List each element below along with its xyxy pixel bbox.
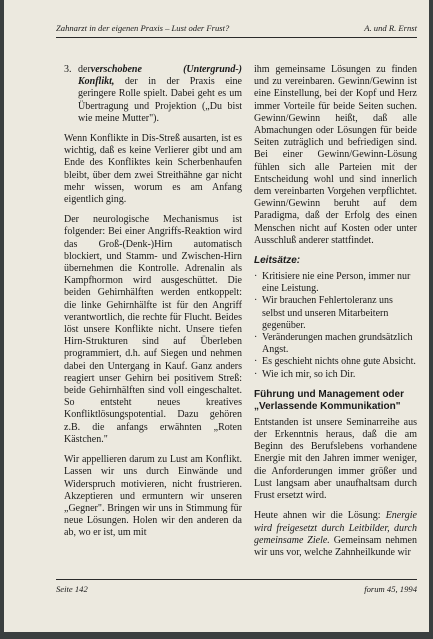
list-emphasis: verschobene (Untergrund-) Konflikt, — [78, 64, 242, 88]
paragraph: Entstanden ist unsere Seminarreihe aus der Erkenntnis heraus, daß die am Beginn des Berufslebens vorhandene Energie mit den Jahren immer weniger, die Anforderungen immer größer und Lust langsam aber unaufhaltsam durch Frust ersetzt wird. — [254, 416, 417, 502]
document-page — [4, 0, 429, 632]
list-number: 3. — [64, 64, 72, 75]
leitsaetze-list — [254, 271, 417, 381]
list-item-3 — [64, 64, 242, 125]
section-heading: Führung und Management oder „Verlassende Kommunikation" — [254, 388, 404, 412]
list-item: · Wie ich mir, so ich Dir. — [254, 368, 356, 380]
header-title: Zahnarzt in der eigenen Praxis – Lust oder Frust? — [56, 23, 230, 33]
footer-rule — [56, 579, 417, 580]
running-footer — [56, 583, 417, 595]
paragraph: Wir appellieren darum zu Lust am Konflikt. Lassen wir uns durch Einwände und Widerspruch motivieren, nicht frustrieren. Akzeptieren und ermuntern wir unseren „Gegner". Bringen wir uns in Stimmung für neue Lösungen. Holen wir den anderen da ab, wo er ist, um mit — [64, 454, 242, 539]
list-item: · Veränderungen machen grundsätzlich Angst. — [254, 332, 413, 356]
paragraph: Der neurologische Mechanismus ist folgender: Bei einer Angriffs-Reaktion wird das Groß-(Denk-)Hirn automatisch blockiert, und Stamm- und Zwischen-Hirn übernehmen die Kontrolle. Adrenalin als Kampfhormon wird ausgeschüttet. Die beiden Gehirnhälften werden entkoppelt: die linke Gehirnhälfte ist für den Angriff verantwortlich, die rechte für Flucht. Beides löst unsere Konflikte nicht. Unsere tiefen Hirn-Strukturen sind auf Überleben programmiert, d.h. auf Siegen und nehmen dabei den Untergang in Kauf. Ganz anders reagiert unser Gehirn bei positivem Streß: beide Gehirnhälften sind voll eingeschaltet. So entsteht neues kreatives Konfliktlösungspotential. Dazu gehören z.B. die anfangs erwähnten „Roten Kästchen." — [64, 214, 242, 445]
left-column — [64, 64, 242, 548]
list-text: der in der Praxis eine geringere Rolle spielt. Dabei geht es um Übertragung und Projektion („Du bist wie meine Mutter"). — [78, 76, 242, 124]
leitsaetze-heading: Leitsätze: — [254, 255, 301, 267]
journal-issue: forum 45, 1994 — [364, 584, 417, 594]
header-rule — [56, 37, 417, 38]
list-lead: der — [78, 64, 91, 75]
page-number: Seite 142 — [56, 584, 88, 594]
paragraph: Wenn Konflikte in Dis-Streß ausarten, ist es wichtig, daß es keine Verlierer gibt und am Ende des Konfliktes kein Scherbenhaufen bleibt, über dem zwei Streithähne gar nicht mehr wissen, worum es am Anfang eigentlich ging. — [64, 133, 242, 206]
header-authors: A. und R. Ernst — [364, 23, 417, 33]
right-column — [254, 64, 417, 567]
list-item: · Kritisiere nie eine Person, immer nur eine Leistung. — [254, 271, 411, 295]
paragraph: Heute ahnen wir die Lösung: Energie wird freigesetzt durch Leitbilder, durch gemeinsame Ziele. Gemeinsam nehmen wir uns vor, welche Zahnheilkunde wir — [254, 510, 417, 558]
list-item: · Wir brauchen Fehlertoleranz uns selbst und unseren Mitarbeitern gegenüber. — [254, 295, 393, 331]
paragraph: ihm gemeinsame Lösungen zu finden und zu vereinbaren. Gewinn/Gewinn ist eine Einstellung, bei der Kopf und Herz immer Vorteile für beide Seiten suchen. Gewinn/Gewinn heißt, daß alle Abmachungen oder Lösungen für beide Seiten zuträglich und befriedigen sind. Bei einer Gewinn/Gewinn-Lösung fühlen sich alle Parteien mit der Entscheidung wohl und sind innerlich dem vereinbarten Vorgehen verpflichtet. Gewinn/Gewinn beruht auf dem Paradigma, daß der Erfolg des einen Menschen nicht auf Kosten oder unter Ausschluß anderer stattfindet. — [254, 64, 417, 246]
list-item: · Es geschieht nichts ohne gute Absicht. — [254, 356, 416, 368]
running-header — [56, 22, 417, 34]
